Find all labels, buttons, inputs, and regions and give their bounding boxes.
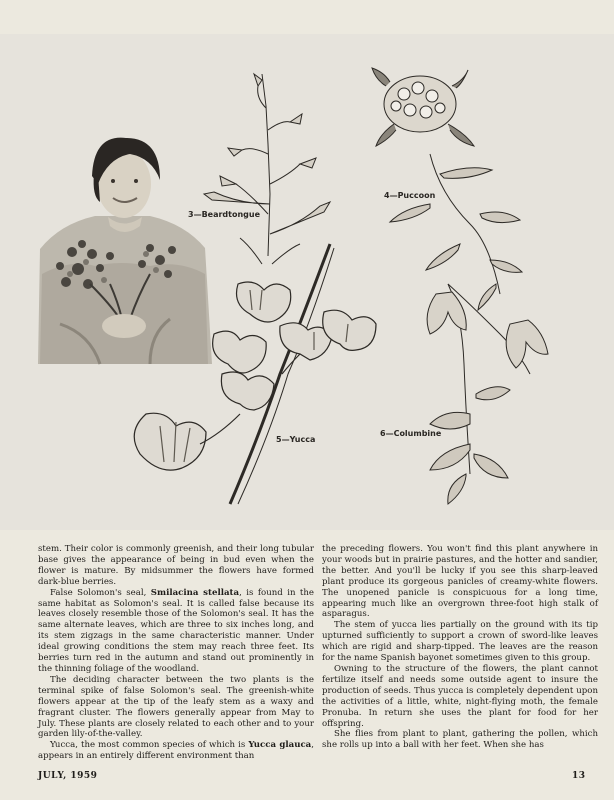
right-column [322,544,598,751]
page-number: 13 [572,771,586,781]
woman-photo [38,138,212,364]
puccoon-drawing [372,68,522,310]
paragraph: Owning to the structure of the flowers, the plant cannot fertilize itself and needs some outside agent to insure the production of seeds. Thus yucca is completely dependent upon the activities of a little, white, night-flying moth, the female Pronuba. In return she uses the plant for food for her offspring. [322,663,598,729]
left-column [38,544,314,762]
paragraph: She flies from plant to plant, gathering the pollen, which she rolls up into a ball with her feet. When she has [322,729,598,751]
caption-yucca: 5—Yucca [276,435,316,444]
caption-beardtongue: 3—Beardtongue [188,210,261,219]
paragraph-text: Yucca, the most common species of which is [50,740,249,751]
paragraph: the preceding flowers. You won't find this plant anywhere in your woods but in prairie pastures, and the hotter and sandier, the better. And you'll be lucky if you see this sharp-leaved plant produce its gorgeous panicles of creamy-white flowers. The unopened panicle is conspicuous for a long time, appearing much like an overgrown three-foot high stalk of asparagus. [322,544,598,620]
caption-columbine: 6—Columbine [380,429,442,438]
caption-puccoon: 4—Puccoon [384,191,436,200]
species-name: Smilacina stellata [150,587,240,598]
paragraph [38,740,314,762]
paragraph-text: , is found in the same habitat as Solomon's seal. It is called false because its leaves closely resemble those of the Solomon's seal. It has the same alternate leaves, which are three to six inches long, and its stem zigzags in the same characteristic manner. Under ideal growing conditions the stem may reach three feet. Its berries turn red in the autumn and stand out prominently in the thinning foliage of the woodland. [38,587,314,674]
paragraph: The stem of yucca lies partially on the ground with its tip upturned sufficiently to support a crown of sword-like leaves which are rigid and sharp-tipped. The leaves are the reason for the name Spanish bayonet sometimes given to this group. [322,620,598,664]
species-name: Yucca glauca [248,740,312,751]
paragraph: The deciding character between the two plants is the terminal spike of false Solomon's seal. The greenish-white flowers appear at the tip of the leafy stem as a waxy and fragrant cluster. The flowers generally appear from May to July. These plants are closely related to each other and to your garden lily-of-the-valley. [38,674,314,740]
paragraph-text: False Solomon's seal, [50,587,151,598]
paragraph-text: , appears in an entirely different environment than [38,740,314,762]
footer-date: JULY, 1959 [38,771,98,781]
paragraph [38,588,314,675]
illustration-plate [0,34,614,530]
wildflower-illustrations [0,34,614,530]
paragraph: stem. Their color is commonly greenish, and their long tubular base gives the appearance of being in bud even when the flower is mature. By midsummer the flowers have formed dark-blue berries. [38,544,314,587]
beardtongue-drawing [204,74,330,264]
columbine-drawing [427,284,548,504]
